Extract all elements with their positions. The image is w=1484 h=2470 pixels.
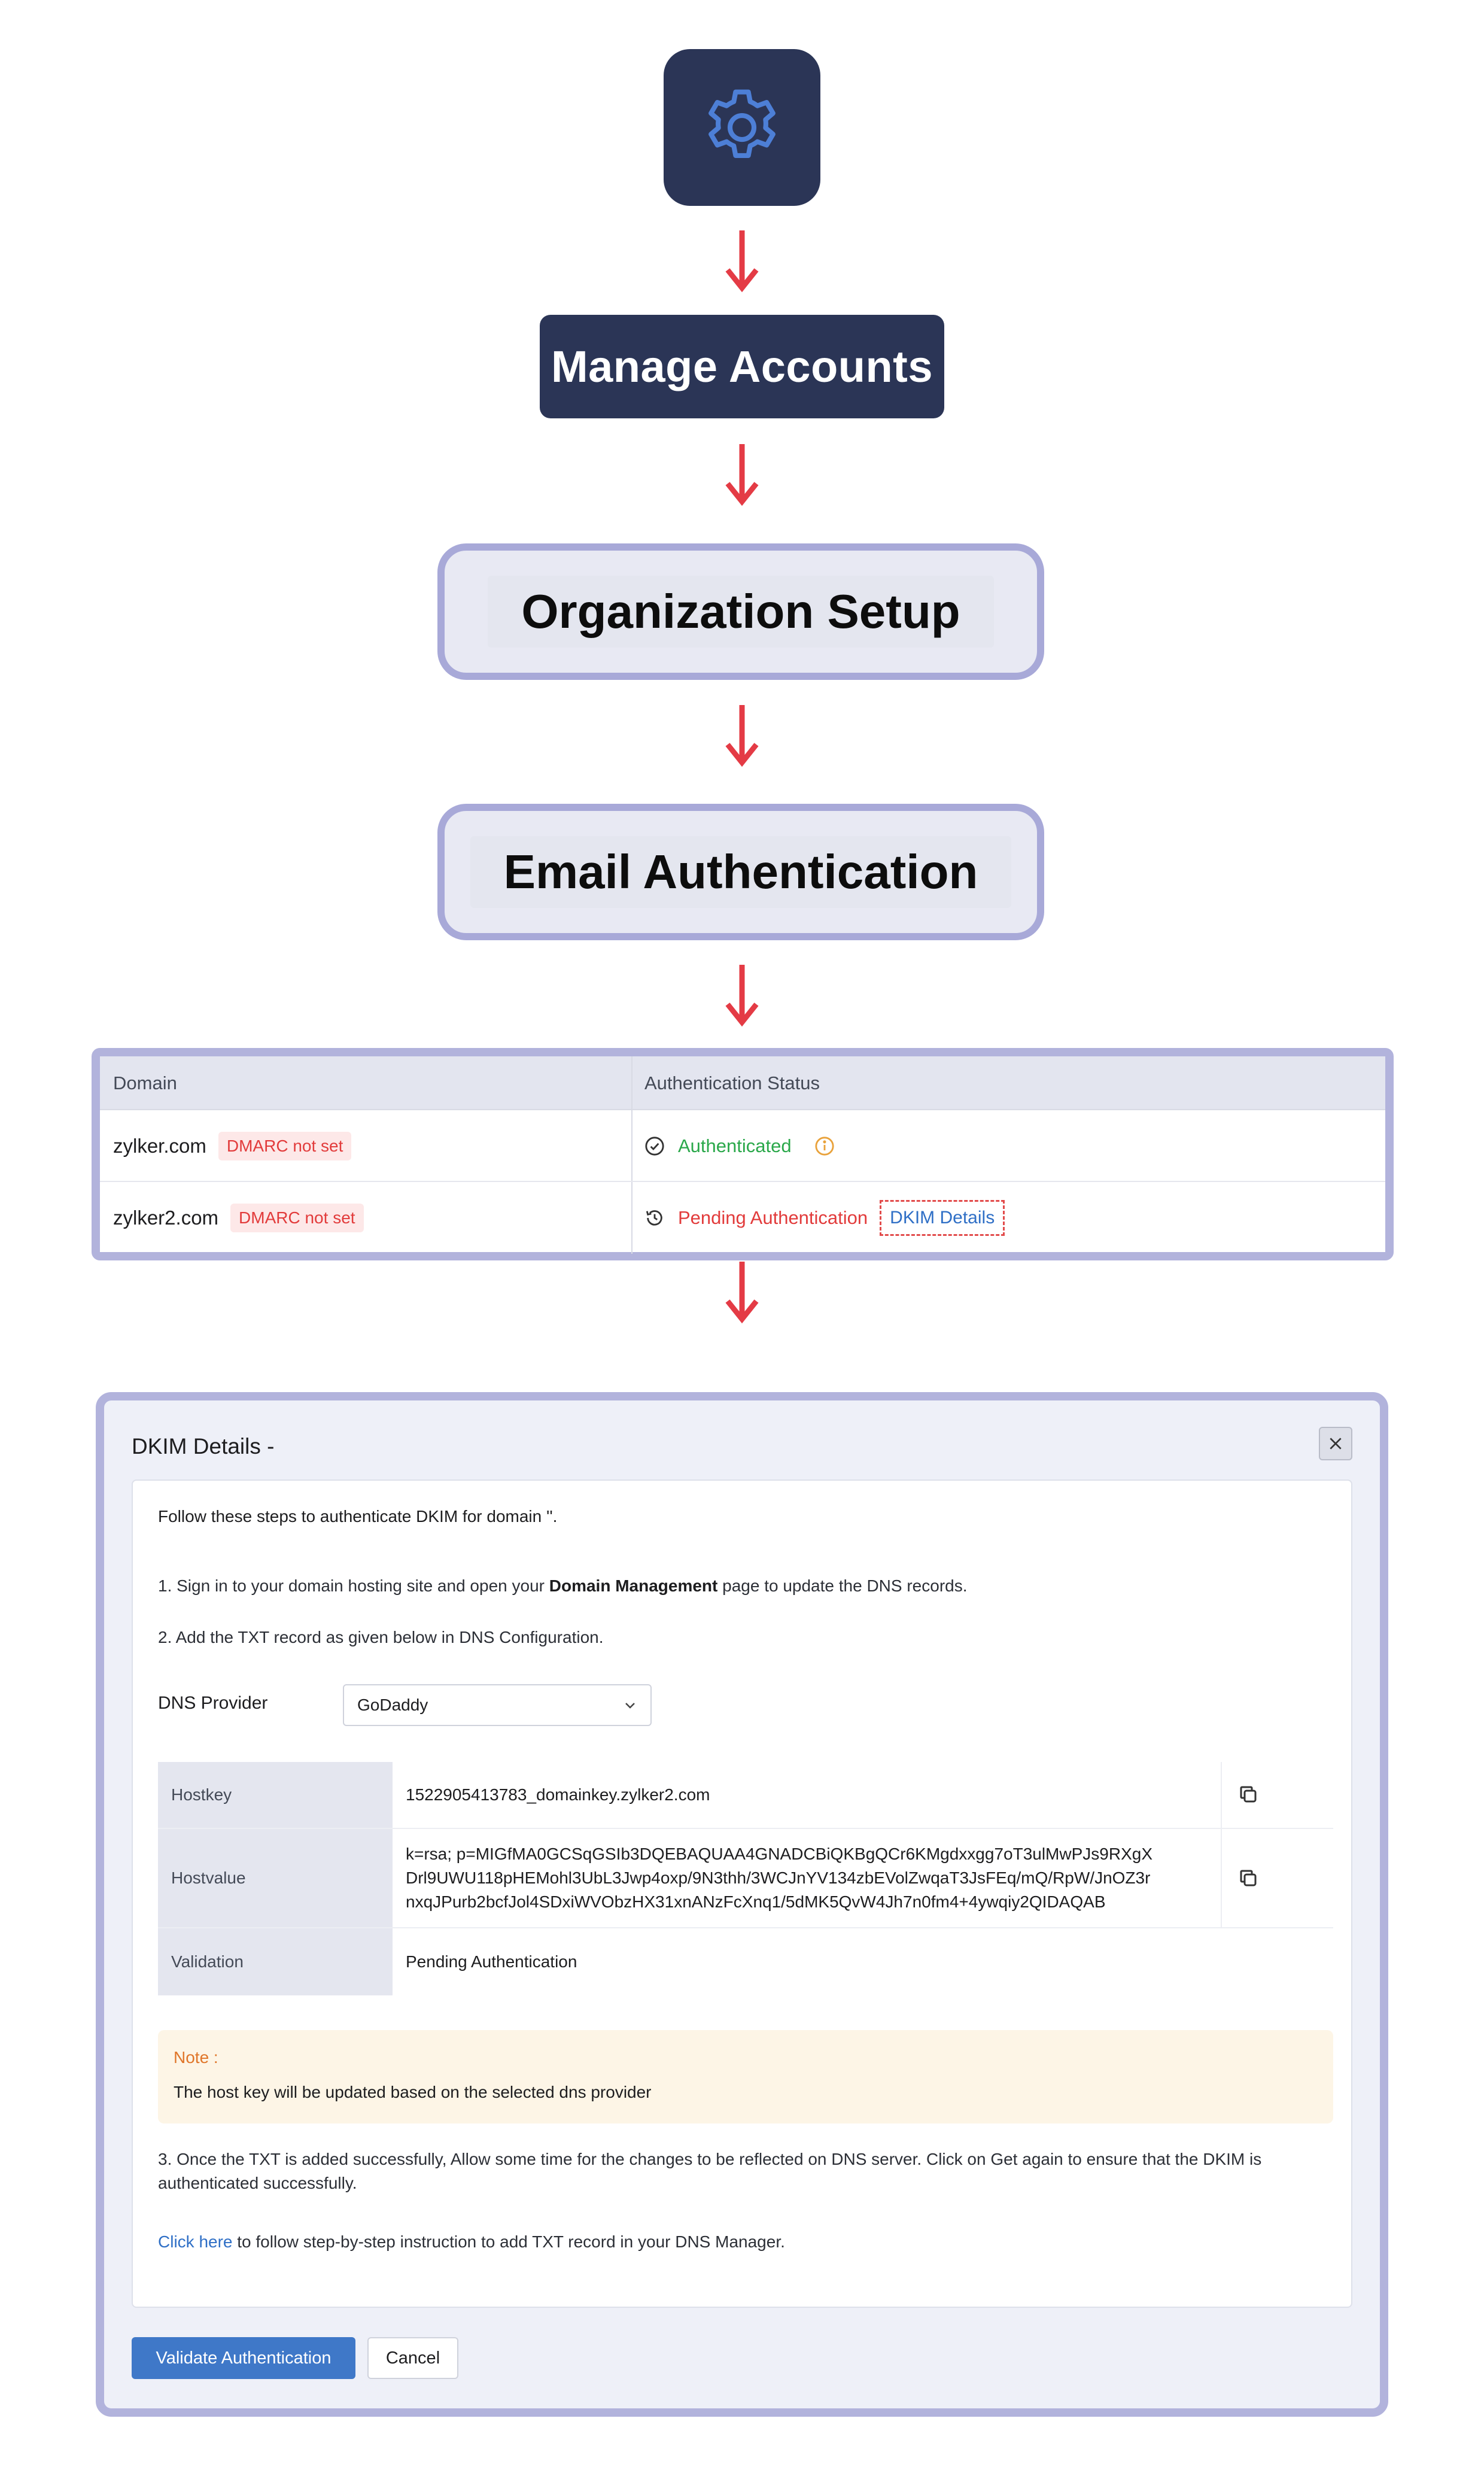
check-circle-icon [644, 1136, 665, 1156]
close-button[interactable] [1319, 1427, 1352, 1460]
record-key: Hostkey [158, 1762, 393, 1828]
domain-management-text: Domain Management [549, 1576, 718, 1595]
record-row-hostvalue [158, 1829, 1333, 1928]
email-authentication-label: Email Authentication [470, 836, 1012, 908]
note-text: The host key will be updated based on the selected dns provider [174, 2083, 652, 2101]
info-icon[interactable] [814, 1136, 835, 1156]
manage-accounts-step [540, 315, 944, 418]
down-arrow-icon [724, 444, 760, 507]
settings-gear-tile[interactable] [664, 49, 820, 206]
down-arrow-icon [724, 965, 760, 1028]
domain-name: zylker.com [113, 1135, 206, 1157]
dmarc-badge: DMARC not set [230, 1204, 364, 1232]
record-row-hostkey [158, 1762, 1333, 1829]
email-authentication-step [437, 804, 1044, 940]
validate-authentication-button[interactable]: Validate Authentication [132, 2337, 355, 2379]
record-value: 1522905413783_domainkey.zylker2.com [406, 1785, 710, 1804]
step-1-text: 1. Sign in to your domain hosting site and open your Domain Management page to update the DNS records. [158, 1576, 968, 1595]
dns-provider-label: DNS Provider [158, 1693, 268, 1713]
copy-icon[interactable] [1237, 1867, 1259, 1889]
chevron-down-icon [624, 1702, 636, 1710]
dkim-instructions-card [132, 1479, 1352, 2308]
close-icon [1328, 1436, 1343, 1451]
cancel-button[interactable]: Cancel [367, 2337, 458, 2379]
record-value: k=rsa; p=MIGfMA0GCSqGSIb3DQEBAQUAA4GNADCBiQKBgQCr6KMgdxxgg7oT3ulMwPJs9RXgX Drl9UWU118pHEMohl3UbL3Jwp4oxp/9N3thh/3WCJnYV134zbEVolZwqaT3JsFEq/mQ/RpW/JnOZ3r nxqJPurb2bcfJol4SDxiWVObzHX31xnANzFcXnq1/5dMK5QvW4Jh7n0fm4+4ywqiy2QIDAQAB [406, 1845, 1152, 1911]
dmarc-badge: DMARC not set [218, 1132, 352, 1160]
organization-setup-step [437, 543, 1044, 680]
table-row[interactable] [100, 1110, 1385, 1182]
column-header-auth-status: Authentication Status [644, 1073, 820, 1093]
record-key: Validation [158, 1928, 393, 1995]
down-arrow-icon [724, 1262, 760, 1324]
step-2-text: 2. Add the TXT record as given below in DNS Configuration. [158, 1628, 604, 1646]
intro-text: Follow these steps to authenticate DKIM for domain ''. [158, 1507, 558, 1526]
table-header [100, 1056, 1385, 1110]
dns-provider-select[interactable] [343, 1684, 652, 1726]
gear-icon [697, 83, 787, 172]
down-arrow-icon [724, 705, 760, 768]
status-pending: Pending Authentication [678, 1207, 868, 1228]
domain-name: zylker2.com [113, 1207, 219, 1229]
dkim-details-link[interactable]: DKIM Details [880, 1200, 1005, 1236]
table-row[interactable] [100, 1182, 1385, 1254]
record-row-validation [158, 1928, 1333, 1995]
manage-accounts-label: Manage Accounts [551, 342, 933, 391]
domain-table [92, 1048, 1394, 1260]
note-label: Note : [174, 2048, 218, 2067]
click-here-text: Click here to follow step-by-step instruction to add TXT record in your DNS Manager. [158, 2232, 785, 2251]
organization-setup-label: Organization Setup [488, 576, 993, 648]
dns-provider-value: GoDaddy [357, 1696, 428, 1714]
clock-history-icon [644, 1208, 665, 1228]
dkim-details-dialog [96, 1392, 1388, 2417]
record-key: Hostvalue [158, 1829, 393, 1927]
click-here-link[interactable]: Click here [158, 2232, 233, 2251]
step-3-text: 3. Once the TXT is added successfully, Allow some time for the changes to be reflected on DNS server. Click on Get again to ensure that the DKIM is authenticated successfully. [158, 2150, 1262, 2192]
record-value: Pending Authentication [406, 1952, 577, 1971]
status-authenticated: Authenticated [678, 1135, 792, 1156]
dialog-title: DKIM Details - [132, 1434, 275, 1459]
note-box [158, 2030, 1333, 2123]
column-header-domain: Domain [113, 1073, 177, 1093]
copy-icon[interactable] [1237, 1784, 1259, 1805]
down-arrow-icon [724, 230, 760, 293]
